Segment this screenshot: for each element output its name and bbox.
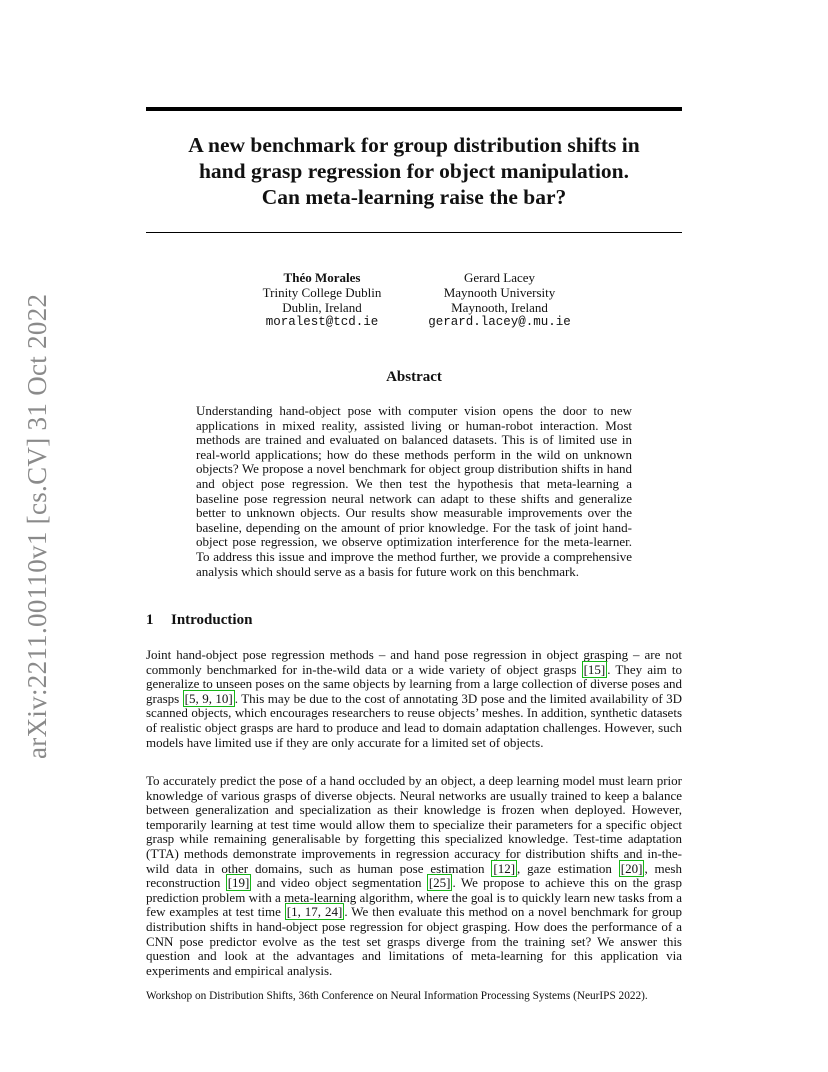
author-location: Maynooth, Ireland bbox=[451, 300, 548, 315]
paragraph-text: To accurately predict the pose of a hand occluded by an object, a deep learning model must learn prior knowledge of various grasps of diverse objects. Neural networks are usually trained to keep a balance between generalization and specialization as their knowledge is frozen when deployed. However, temporarily learning at test time would allow them to specialize their parameters for a specific object grasp while remaining generalisable by forgetting this specialized knowledge. Test-time adaptation (TTA) methods demonstrate improvements in regression accuracy for distribution shifts and in-the-wild data in other domains, such as human pose estimation bbox=[146, 773, 682, 876]
abstract-text: Understanding hand-object pose with computer vision opens the door to new applications in mixed reality, assisted living or human-robot interaction. Most methods are trained and evaluated on balanced datasets. This is of limited use in real-world applications; how do these methods perform in the wild on unknown objects? We propose a novel benchmark for object group distribution shifts in hand and object pose regression. We then test the hypothesis that meta-learning a baseline pose regression neural network can adapt to these shifts and generalize better to unknown objects. Our results show measurable improvements over the baseline, depending on the amount of prior knowledge. For the task of joint hand-object pose regression, we observe optimization interference for the meta-learner. To address this issue and improve the method further, we provide a comprehensive analysis which should serve as a basis for future work on this benchmark. bbox=[196, 403, 632, 579]
author-2 bbox=[426, 270, 573, 330]
citation-link[interactable]: [15] bbox=[583, 661, 606, 677]
author-affiliation: Trinity College Dublin bbox=[262, 285, 382, 300]
author-email[interactable]: gerard.lacey@.mu.ie bbox=[428, 315, 571, 329]
title-line: A new benchmark for group distribution shifts in bbox=[188, 133, 640, 157]
paragraph-text: , mesh reconstruction bbox=[146, 860, 682, 891]
paragraph-text: . We then evaluate this method on a novel benchmark for group distribution shifts in hand-object pose regression for object grasping. How does the performance of a CNN pose predictor evolve as the test set grasps diverge from the training set? We answer this question and look at the advantages and limitations of meta-learning for this application via experiments and empirical analysis. bbox=[146, 904, 682, 978]
arxiv-stamp: arXiv:2211.00110v1 [cs.CV] 31 Oct 2022 bbox=[22, 293, 52, 759]
paragraph-text: . This may be due to the cost of annotating 3D pose and the limited availability of 3D scanned objects, which encourages researchers to reuse objects’ meshes. In addition, synthetic datasets of realistic object grasps are hard to produce and lead to domain adaptation challenges. However, such models have limited use if they are only accurate for a limited set of objects. bbox=[146, 690, 682, 750]
author-location: Dublin, Ireland bbox=[282, 300, 362, 315]
section-title: Introduction bbox=[171, 612, 253, 628]
intro-paragraph-2 bbox=[146, 774, 682, 978]
section-number: 1 bbox=[146, 612, 154, 628]
author-name: Gerard Lacey bbox=[463, 270, 536, 285]
paper-title bbox=[146, 132, 682, 210]
author-1 bbox=[253, 270, 391, 330]
citation-link[interactable]: [1, 17, 24] bbox=[286, 904, 343, 920]
abstract-heading: Abstract bbox=[386, 369, 442, 385]
paragraph-text: . We propose to achieve this on the grasp prediction problem with a meta-learning algorithm, where the goal is to quickly learn new tasks from a few examples at test time bbox=[146, 875, 682, 920]
paragraph-text: . They aim to generalize to unseen poses on the same objects by learning from a large collection of diverse poses and grasps bbox=[146, 661, 682, 706]
title-line: hand grasp regression for object manipulation. bbox=[198, 159, 630, 183]
author-email[interactable]: moralest@tcd.ie bbox=[265, 315, 379, 329]
title-bottom-rule bbox=[146, 232, 682, 233]
citation-link[interactable]: [5, 9, 10] bbox=[184, 690, 233, 706]
title-top-rule bbox=[146, 107, 682, 111]
citation-link[interactable]: [25] bbox=[428, 875, 451, 891]
citation-link[interactable]: [20] bbox=[620, 860, 643, 876]
paragraph-text: Joint hand-object pose regression methods – and hand pose regression in object grasping – are not commonly benchmarked for in-the-wild data or a wide variety of object grasps bbox=[146, 647, 682, 677]
intro-paragraph-1 bbox=[146, 648, 682, 750]
paragraph-text: and video object segmentation bbox=[251, 875, 427, 891]
citation-link[interactable]: [19] bbox=[227, 875, 250, 891]
author-affiliation: Maynooth University bbox=[443, 285, 556, 300]
section-heading bbox=[146, 612, 252, 629]
title-line: Can meta-learning raise the bar? bbox=[261, 185, 567, 209]
citation-link[interactable]: [12] bbox=[493, 860, 516, 876]
footer-note: Workshop on Distribution Shifts, 36th Conference on Neural Information Processing Systems (NeurIPS 2022). bbox=[146, 990, 648, 1002]
author-name: Théo Morales bbox=[283, 270, 361, 285]
paragraph-text: , gaze estimation bbox=[517, 860, 619, 876]
